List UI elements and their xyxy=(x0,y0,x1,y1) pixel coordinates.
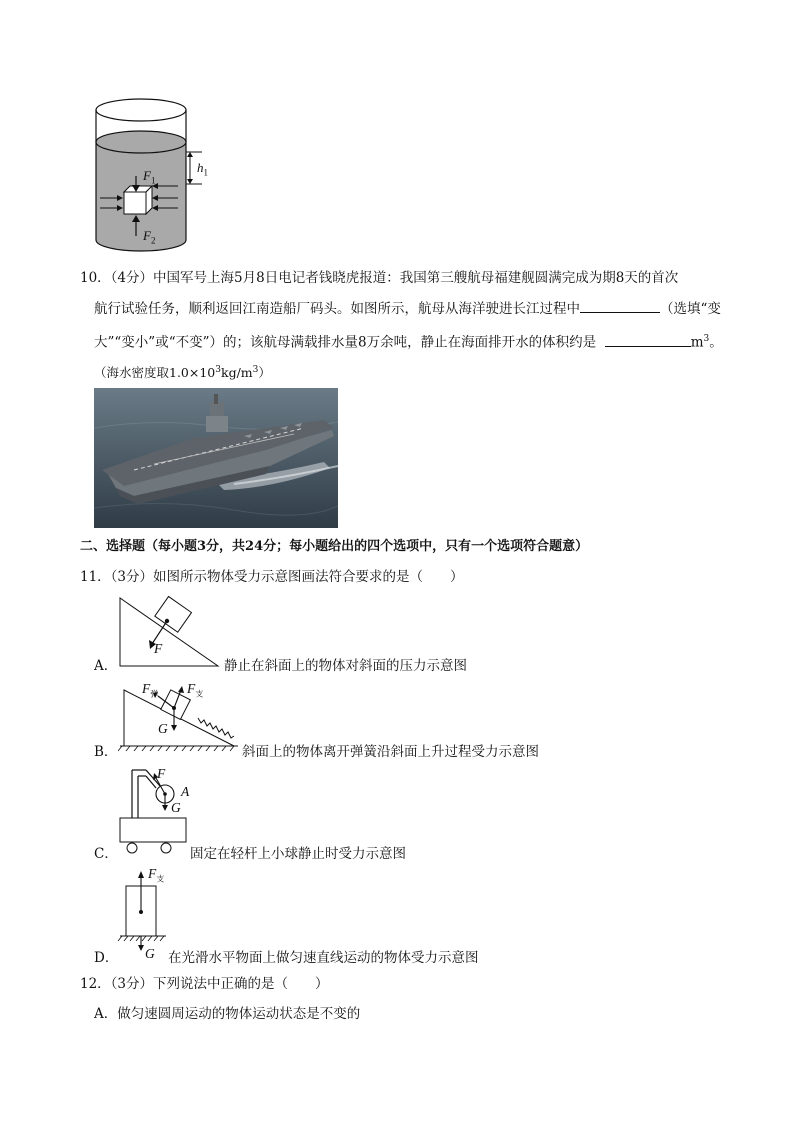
q10-line3: 大”“变小”或“不变”）的；该航母满载排水量8万余吨，静止在海面排开水的体积约是 $m^3$。 xyxy=(94,329,723,353)
option-b-g-label: G xyxy=(158,721,168,736)
option-b-text: 斜面上的物体离开弹簧沿斜面上升过程受力示意图 xyxy=(242,744,539,760)
option-d-g-label: G xyxy=(145,946,155,961)
option-c-figure xyxy=(116,764,196,856)
option-a-text: 静止在斜面上的物体对斜面的压力示意图 xyxy=(224,658,467,674)
q11-stem: 11．（3分）如图所示物体受力示意图画法符合要求的是（ ） xyxy=(80,569,464,585)
option-c-a-label: A xyxy=(181,784,190,799)
option-b-f-spring-label: $F_弹$ xyxy=(142,681,159,699)
option-d-label[interactable]: D． xyxy=(94,950,119,966)
option-c-f-label: F xyxy=(157,766,166,781)
option-a-label[interactable]: A． xyxy=(94,658,118,674)
q10-blank-1[interactable] xyxy=(580,298,660,313)
q10-line4: （海水密度取$1.0\times 10^3kg/m^3$） xyxy=(94,365,271,381)
q10-line2: 航行试验任务，顺利返回江南造船厂码头。如图所示，航母从海洋驶进长江过程中 （选填“变 xyxy=(94,298,721,319)
section-2-heading: 二、选择题（每小题3分，共24分；每小题给出的四个选项中，只有一个选项符合题意） xyxy=(80,539,589,554)
option-a-f-label: F xyxy=(154,641,163,656)
option-b-figure xyxy=(118,680,242,752)
option-c-label[interactable]: C． xyxy=(94,846,118,862)
option-a-figure xyxy=(112,594,224,670)
f1-label: $F_1$ xyxy=(143,168,156,186)
aircraft-carrier-photo xyxy=(94,388,338,528)
option-c-g-label: G xyxy=(171,800,181,815)
option-d-f-label: $F_支$ xyxy=(148,866,165,884)
option-d-text: 在光滑水平物面上做匀速直线运动的物体受力示意图 xyxy=(168,950,479,966)
q10-blank-2[interactable] xyxy=(605,332,691,347)
q12-stem: 12．（3分）下列说法中正确的是（ ） xyxy=(80,976,329,992)
q10-line1: 10．（4分）中国军号上海5月8日电记者钱晓虎报道：我国第三艘航母福建舰圆满完成为期8天的首次 xyxy=(80,270,679,286)
option-b-label[interactable]: B． xyxy=(94,744,118,760)
option-b-f-support-label: $F_支$ xyxy=(187,681,204,699)
f2-label: $F_2$ xyxy=(143,228,156,246)
h1-label: $h_1$ xyxy=(197,160,208,178)
q12-option-a[interactable]: A．做匀速圆周运动的物体运动状态是不变的 xyxy=(94,1006,361,1022)
option-c-text: 固定在轻杆上小球静止时受力示意图 xyxy=(190,846,406,862)
